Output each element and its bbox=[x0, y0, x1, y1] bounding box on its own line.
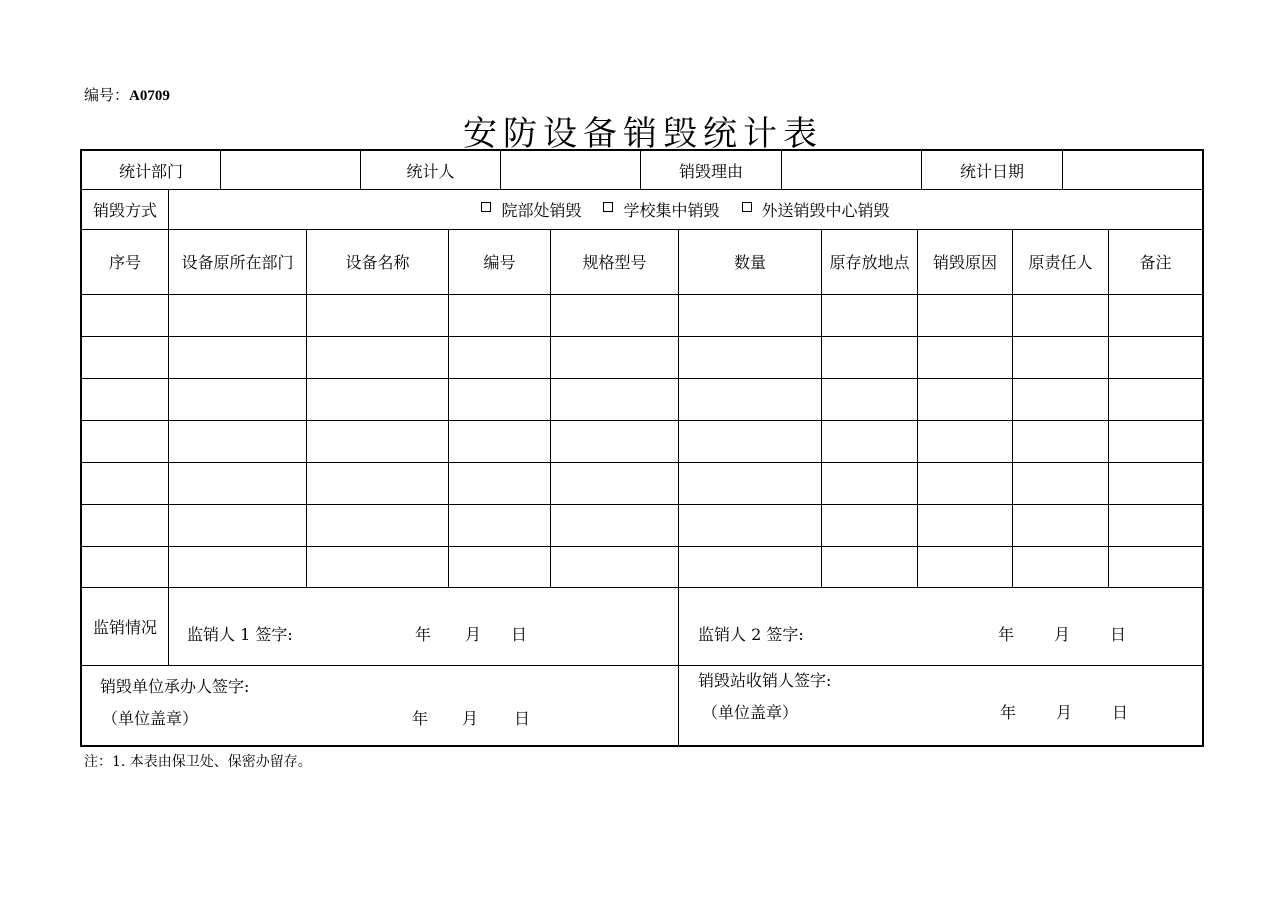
table-cell[interactable] bbox=[82, 547, 168, 588]
table-cell[interactable] bbox=[679, 421, 821, 462]
table-cell[interactable] bbox=[918, 463, 1012, 504]
table-cell[interactable] bbox=[82, 463, 168, 504]
table-cell[interactable] bbox=[1109, 421, 1202, 462]
col-header-dept: 设备原所在部门 bbox=[181, 253, 294, 272]
table-cell[interactable] bbox=[918, 421, 1012, 462]
station-date bbox=[1000, 700, 1128, 723]
table-cell[interactable] bbox=[1013, 421, 1108, 462]
destroy-method-options bbox=[169, 189, 1202, 229]
destroy-reason-label: 销毁理由 bbox=[678, 161, 743, 181]
checkbox-icon[interactable] bbox=[481, 202, 491, 212]
document-number-value: A0709 bbox=[129, 88, 170, 104]
stat-dept-label: 统计部门 bbox=[118, 161, 183, 181]
month-label: 月 bbox=[465, 625, 482, 644]
col-header-seq: 序号 bbox=[108, 253, 141, 272]
col-header-reason: 销毁原因 bbox=[932, 253, 997, 272]
table-cell[interactable] bbox=[307, 295, 448, 336]
col-header-owner: 原责任人 bbox=[1028, 253, 1093, 272]
col-header-name: 设备名称 bbox=[345, 253, 410, 272]
table-cell[interactable] bbox=[449, 547, 550, 588]
method-option-center[interactable]: 外送销毁中心销毁 bbox=[742, 198, 890, 221]
checkbox-icon[interactable] bbox=[742, 202, 752, 212]
table-cell[interactable] bbox=[679, 547, 821, 588]
footnote: 注：1. 本表由保卫处、保密办留存。 bbox=[84, 754, 312, 770]
table-cell[interactable] bbox=[1013, 295, 1108, 336]
supervisor1-date bbox=[415, 622, 527, 645]
stat-date-label: 统计日期 bbox=[959, 161, 1024, 181]
table-cell[interactable] bbox=[169, 337, 306, 378]
table-cell[interactable] bbox=[1109, 547, 1202, 588]
table-cell[interactable] bbox=[449, 463, 550, 504]
table-cell[interactable] bbox=[449, 379, 550, 420]
table-cell[interactable] bbox=[307, 505, 448, 546]
destroy-unit-seal-label: （单位盖章） bbox=[102, 709, 199, 728]
table-cell[interactable] bbox=[1013, 337, 1108, 378]
table-cell[interactable] bbox=[918, 295, 1012, 336]
table-cell[interactable] bbox=[822, 337, 917, 378]
table-cell[interactable] bbox=[307, 463, 448, 504]
table-cell[interactable] bbox=[1013, 505, 1108, 546]
table-cell[interactable] bbox=[307, 421, 448, 462]
table-cell[interactable] bbox=[822, 547, 917, 588]
year-label: 年 bbox=[412, 709, 429, 728]
table-cell[interactable] bbox=[551, 463, 678, 504]
destroy-reason-field[interactable] bbox=[782, 151, 921, 189]
table-cell[interactable] bbox=[1109, 337, 1202, 378]
table-cell[interactable] bbox=[551, 421, 678, 462]
table-cell[interactable] bbox=[1013, 379, 1108, 420]
table-cell[interactable] bbox=[679, 463, 821, 504]
month-label: 月 bbox=[1056, 703, 1073, 722]
table-cell[interactable] bbox=[449, 505, 550, 546]
col-header-quantity: 数量 bbox=[733, 253, 766, 272]
table-cell[interactable] bbox=[82, 337, 168, 378]
day-label: 日 bbox=[511, 625, 528, 644]
table-cell[interactable] bbox=[551, 337, 678, 378]
table-cell[interactable] bbox=[918, 505, 1012, 546]
checkbox-icon[interactable] bbox=[603, 202, 613, 212]
table-cell[interactable] bbox=[169, 547, 306, 588]
table-cell[interactable] bbox=[679, 295, 821, 336]
table-cell[interactable] bbox=[169, 295, 306, 336]
table-cell[interactable] bbox=[822, 463, 917, 504]
table-cell[interactable] bbox=[551, 547, 678, 588]
destroy-unit-signature-label: 销毁单位承办人签字: bbox=[100, 677, 250, 696]
table-cell[interactable] bbox=[449, 337, 550, 378]
table-cell[interactable] bbox=[918, 337, 1012, 378]
table-cell[interactable] bbox=[307, 337, 448, 378]
table-cell[interactable] bbox=[449, 421, 550, 462]
stat-dept-field[interactable] bbox=[221, 151, 360, 189]
table-cell[interactable] bbox=[169, 463, 306, 504]
table-cell[interactable] bbox=[1109, 379, 1202, 420]
table-cell[interactable] bbox=[169, 505, 306, 546]
table-cell[interactable] bbox=[82, 379, 168, 420]
table-cell[interactable] bbox=[679, 505, 821, 546]
method-option-school[interactable]: 学校集中销毁 bbox=[603, 198, 719, 221]
table-cell[interactable] bbox=[822, 421, 917, 462]
stat-date-field[interactable] bbox=[1063, 151, 1202, 189]
page-title: 安防设备销毁统计表 bbox=[463, 114, 823, 154]
station-signature-label: 销毁站收销人签字: bbox=[698, 671, 832, 690]
col-header-remarks: 备注 bbox=[1139, 253, 1172, 272]
col-header-model: 规格型号 bbox=[582, 253, 647, 272]
supervision-label: 监销情况 bbox=[92, 617, 157, 637]
table-cell[interactable] bbox=[822, 505, 917, 546]
destroy-method-label: 销毁方式 bbox=[92, 200, 157, 220]
table-cell[interactable] bbox=[169, 379, 306, 420]
table-cell[interactable] bbox=[82, 295, 168, 336]
table-cell[interactable] bbox=[822, 379, 917, 420]
table-cell[interactable] bbox=[1013, 547, 1108, 588]
station-seal-label: （单位盖章） bbox=[702, 703, 799, 722]
table-cell[interactable] bbox=[551, 295, 678, 336]
table-cell[interactable] bbox=[551, 379, 678, 420]
document-number-label: 编号： bbox=[84, 86, 130, 104]
table-cell[interactable] bbox=[1109, 505, 1202, 546]
table-cell[interactable] bbox=[307, 379, 448, 420]
col-header-number: 编号 bbox=[483, 253, 516, 272]
col-header-location: 原存放地点 bbox=[829, 253, 910, 272]
supervisor2-signature-label: 监销人 2 签字: bbox=[698, 625, 804, 644]
table-cell[interactable] bbox=[82, 421, 168, 462]
supervisor2-date bbox=[998, 622, 1126, 645]
year-label: 年 bbox=[998, 625, 1015, 644]
table-cell[interactable] bbox=[1109, 463, 1202, 504]
table-cell[interactable] bbox=[449, 295, 550, 336]
table-cell[interactable] bbox=[1109, 295, 1202, 336]
stat-person-label: 统计人 bbox=[406, 161, 455, 181]
table-cell[interactable] bbox=[918, 379, 1012, 420]
year-label: 年 bbox=[415, 625, 432, 644]
month-label: 月 bbox=[1054, 625, 1071, 644]
method-option-dept[interactable]: 院部处销毁 bbox=[481, 198, 581, 221]
table-cell[interactable] bbox=[918, 547, 1012, 588]
table-cell[interactable] bbox=[679, 337, 821, 378]
document-number bbox=[84, 84, 170, 105]
table-cell[interactable] bbox=[551, 505, 678, 546]
day-label: 日 bbox=[1112, 703, 1129, 722]
table-cell[interactable] bbox=[1013, 463, 1108, 504]
day-label: 日 bbox=[1110, 625, 1127, 644]
year-label: 年 bbox=[1000, 703, 1017, 722]
table-cell[interactable] bbox=[679, 379, 821, 420]
stat-person-field[interactable] bbox=[501, 151, 640, 189]
supervisor1-signature-label: 监销人 1 签字: bbox=[187, 625, 293, 644]
table-cell[interactable] bbox=[169, 421, 306, 462]
month-label: 月 bbox=[462, 709, 479, 728]
table-cell[interactable] bbox=[822, 295, 917, 336]
destroy-unit-date bbox=[412, 706, 530, 729]
table-cell[interactable] bbox=[82, 505, 168, 546]
table-cell[interactable] bbox=[307, 547, 448, 588]
form-table bbox=[80, 149, 1204, 747]
day-label: 日 bbox=[514, 709, 531, 728]
